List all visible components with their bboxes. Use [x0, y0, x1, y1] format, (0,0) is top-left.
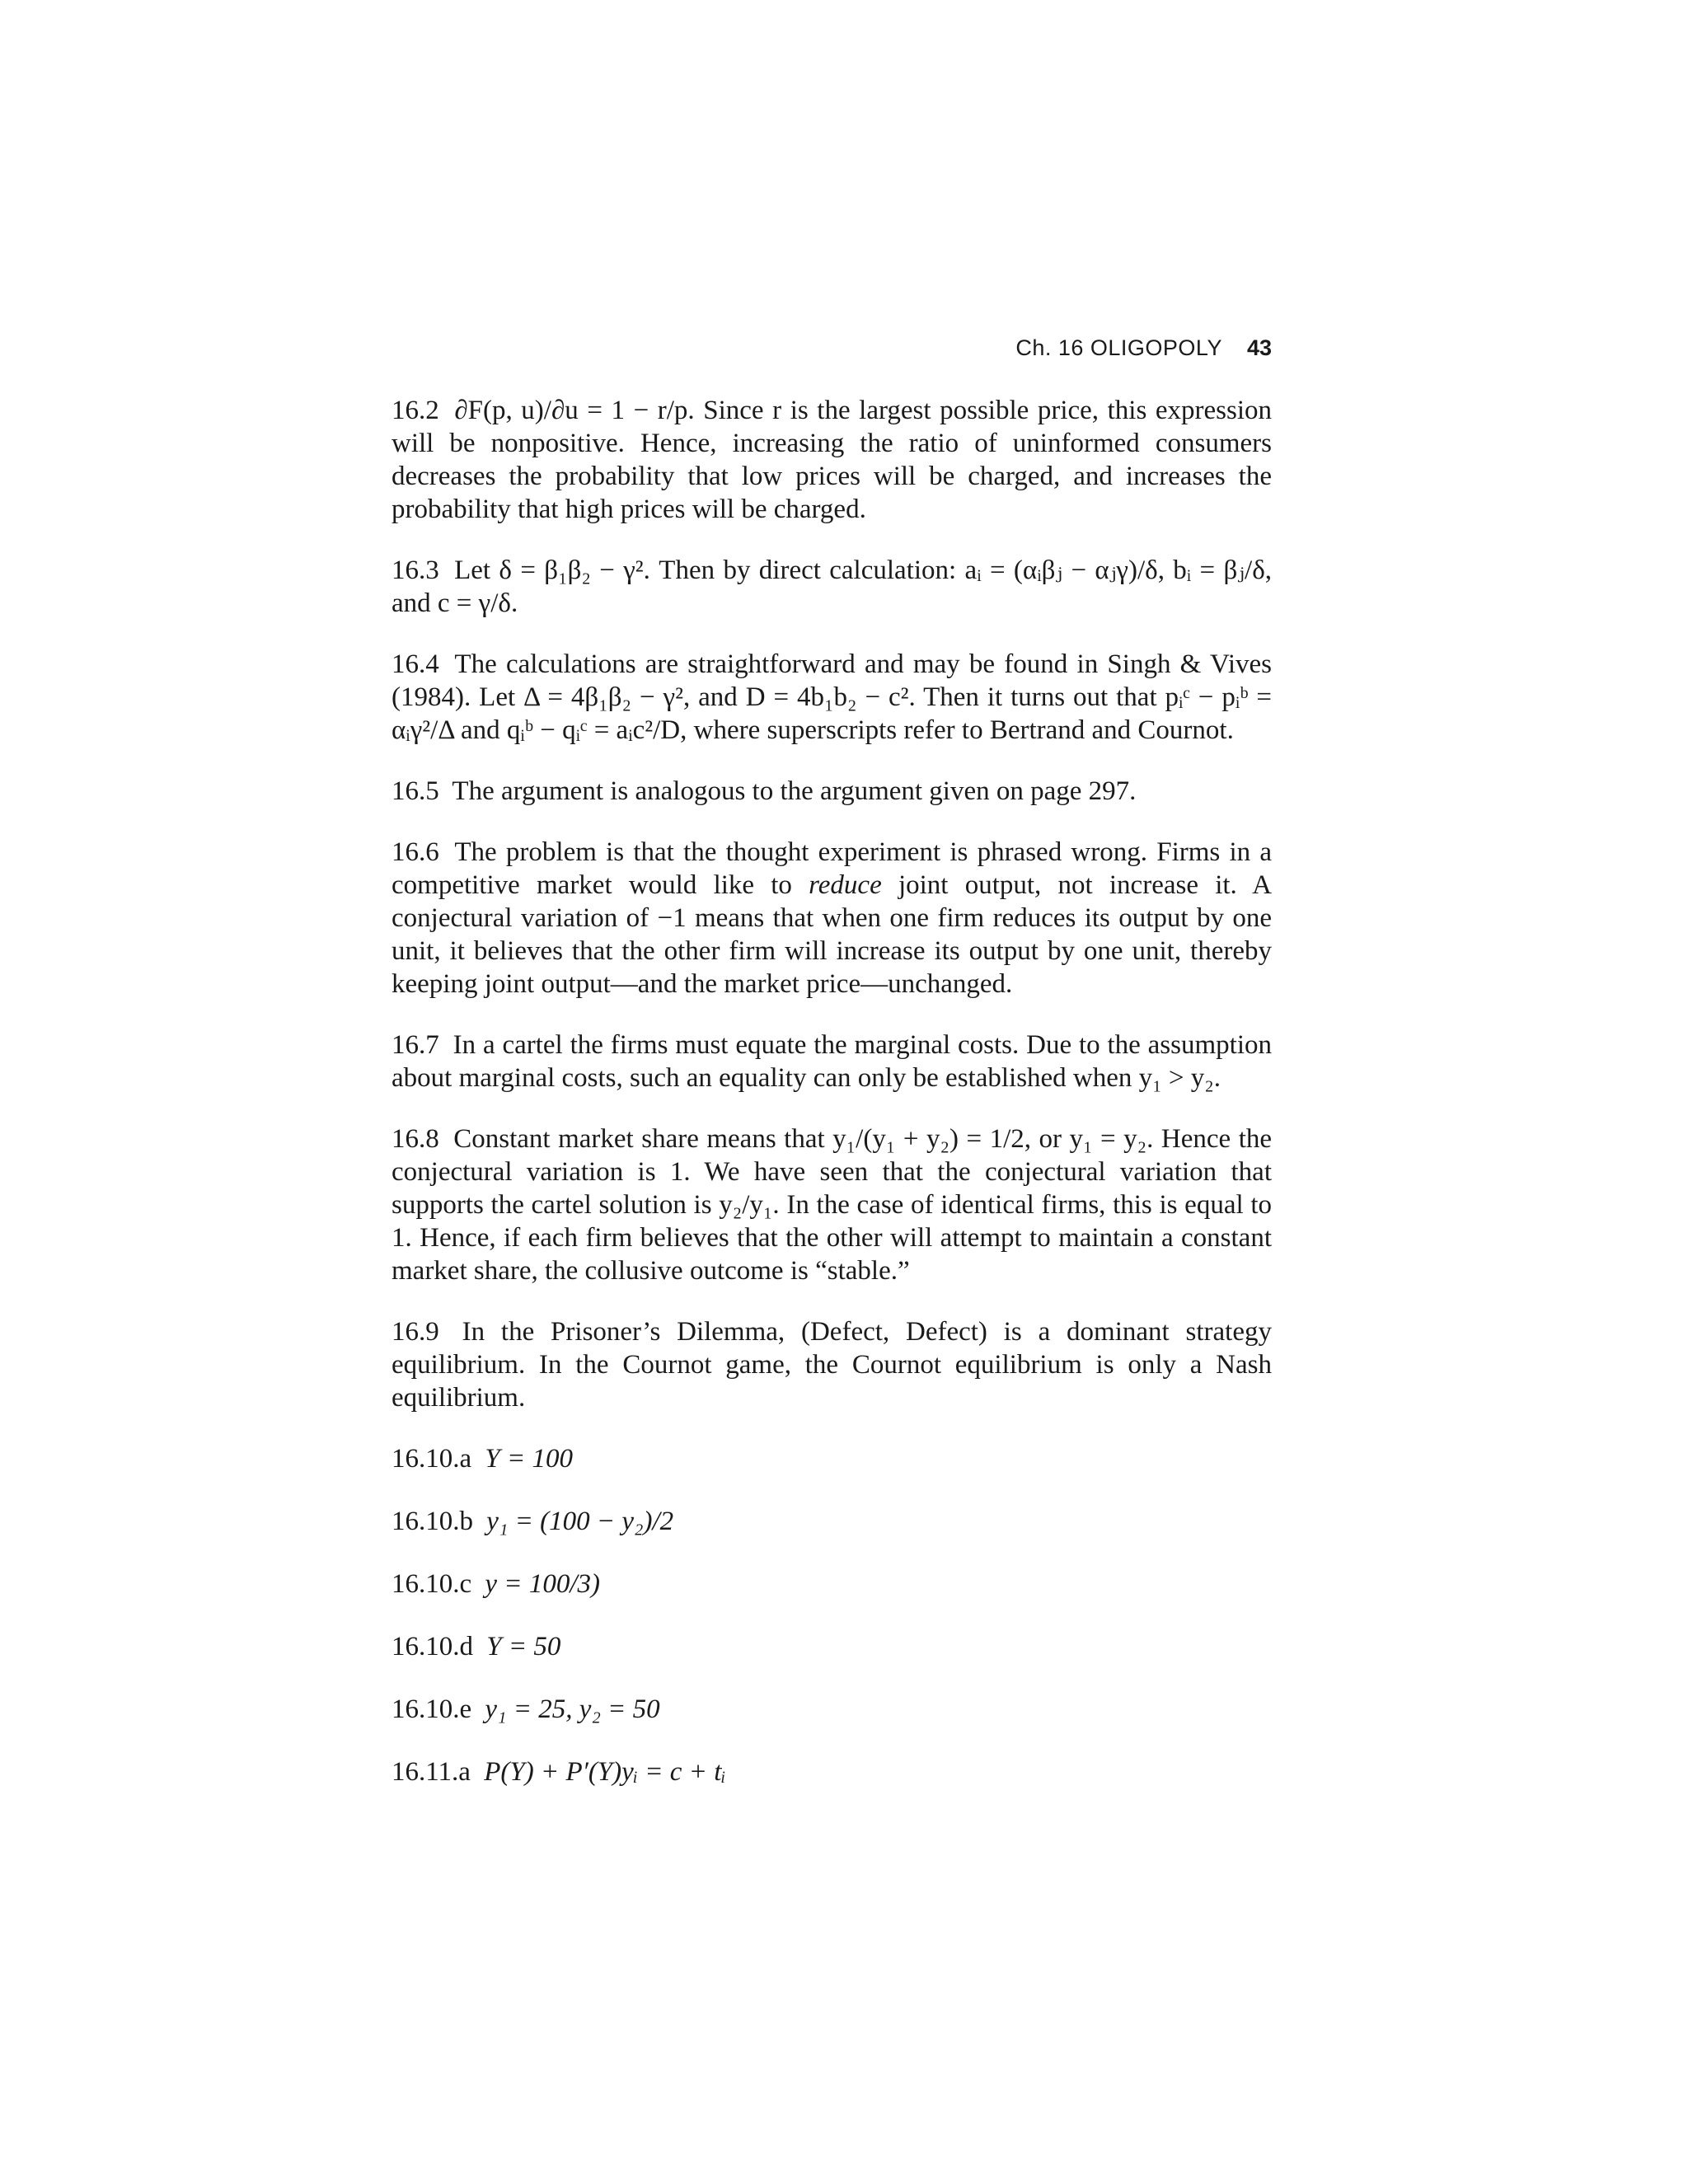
answer-label: 16.11.a: [392, 1757, 471, 1787]
answer-label: 16.6: [392, 837, 439, 867]
answer-text: Y = 100: [485, 1444, 574, 1474]
answer-16-3: [392, 554, 1272, 620]
answer-16-10-e: [392, 1693, 1272, 1726]
answer-16-6: [392, 836, 1272, 1001]
answer-16-10-d: [392, 1630, 1272, 1663]
answer-text: Y = 50: [486, 1632, 561, 1661]
answer-16-2: [392, 394, 1272, 526]
answer-16-10-a: [392, 1442, 1272, 1475]
answer-label: 16.3: [392, 555, 439, 585]
chapter-title: Ch. 16 OLIGOPOLY: [1015, 335, 1222, 360]
answer-text: y₁ = (100 − y₂)/2: [486, 1507, 674, 1536]
answer-16-9: [392, 1315, 1272, 1414]
answer-label: 16.10.d: [392, 1632, 473, 1661]
answer-16-10-b: [392, 1505, 1272, 1538]
page-number: 43: [1246, 335, 1272, 360]
answer-16-4: [392, 648, 1272, 747]
answer-text-before: The problem is that the thought experiment is phrased wrong. Firms in a competitive market would like to: [392, 837, 1273, 900]
answer-text: Constant market share means that y₁/(y₁ + y₂) = 1/2, or y₁ = y₂. Hence the conjectural variation is 1. We have seen that the conjectural variation that supports the cartel solution is y₂/y₁. In the case of identical firms, this is equal to 1. Hence, if each firm believes that the other will attempt to maintain a constant market share, the collusive outcome is “stable.”: [392, 1124, 1273, 1286]
answer-label: 16.10.e: [392, 1694, 472, 1724]
answer-label: 16.4: [392, 649, 439, 679]
answer-label: 16.8: [392, 1124, 439, 1154]
answer-label: 16.2: [392, 396, 439, 425]
answer-text: The calculations are straightforward and may be found in Singh & Vives (1984). Let Δ = 4β₁β₂ − γ², and D = 4b₁b₂ − c². Then it turns out that pᵢᶜ − pᵢᵇ = αᵢγ²/Δ and qᵢᵇ − qᵢᶜ = aᵢc²/D, where superscripts refer to Bertrand and Cournot.: [392, 649, 1273, 745]
running-head: [392, 333, 1272, 363]
answer-text: In the Prisoner’s Dilemma, (Defect, Defect) is a dominant strategy equilibrium. In the Cournot game, the Cournot equilibrium is only a Nash equilibrium.: [392, 1317, 1273, 1413]
answer-16-11-a: [392, 1755, 1272, 1788]
answer-16-7: [392, 1029, 1272, 1094]
emphasis-text: reduce: [809, 870, 882, 900]
answer-text: Let δ = β₁β₂ − γ². Then by direct calculation: aᵢ = (αᵢβⱼ − αⱼγ)/δ, bᵢ = βⱼ/δ, and c = γ/δ.: [392, 555, 1272, 618]
answer-label: 16.5: [392, 776, 439, 806]
answer-text: y₁ = 25, y₂ = 50: [485, 1694, 660, 1724]
answer-text: y = 100/3): [485, 1569, 600, 1599]
answer-16-8: [392, 1122, 1272, 1287]
answer-text: ∂F(p, u)/∂u = 1 − r/p. Since r is the largest possible price, this expression will be nonpositive. Hence, increasing the ratio of uninformed consumers decreases the probability that low prices will be charged, and increases the probability that high prices will be charged.: [392, 396, 1272, 524]
answer-label: 16.9: [392, 1317, 439, 1347]
page-body: [392, 394, 1272, 1818]
answer-text: In a cartel the firms must equate the marginal costs. Due to the assumption about marginal costs, such an equality can only be established when y₁ > y₂.: [392, 1030, 1272, 1093]
answer-label: 16.10.c: [392, 1569, 472, 1599]
answer-label: 16.10.a: [392, 1444, 472, 1474]
answer-label: 16.10.b: [392, 1507, 473, 1536]
answer-text: P(Y) + P′(Y)yᵢ = c + tᵢ: [484, 1757, 726, 1787]
answer-text: The argument is analogous to the argument given on page 297.: [452, 776, 1137, 806]
answer-16-5: [392, 775, 1272, 808]
answer-label: 16.7: [392, 1030, 439, 1060]
answer-16-10-c: [392, 1568, 1272, 1601]
answer-text-after: joint output, not increase it. A conjectural variation of −1 means that when one firm reduces its output by one unit, it believes that the other firm will increase its output by one unit, thereby keeping joint output—and the market price—unchanged.: [392, 870, 1273, 999]
